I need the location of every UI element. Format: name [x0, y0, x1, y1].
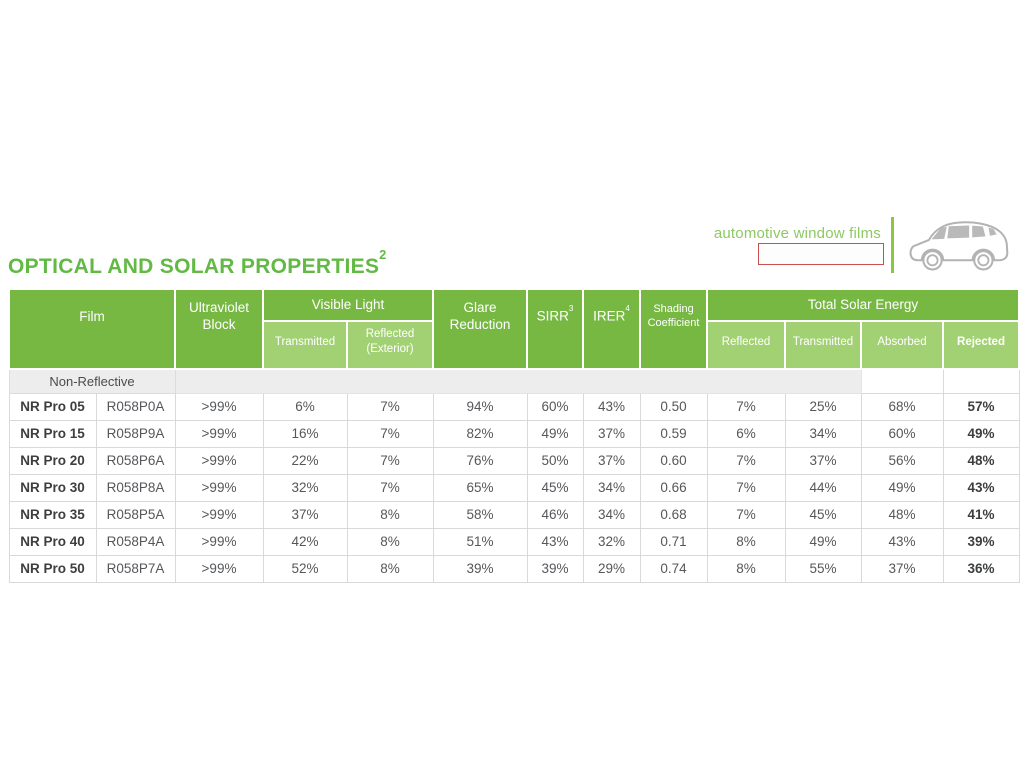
- cell-glare-reduction: 76%: [433, 447, 527, 474]
- cell-tse-reflected: 7%: [707, 474, 785, 501]
- cell-vl-transmitted: 52%: [263, 555, 347, 582]
- table-row: [9, 528, 1019, 555]
- cell-tse-absorbed: 43%: [861, 528, 943, 555]
- cell-tse-absorbed: 48%: [861, 501, 943, 528]
- header-sirr: [527, 289, 583, 369]
- header-total-solar-energy: Total Solar Energy: [707, 289, 1019, 321]
- table-row: [9, 420, 1019, 447]
- header-tse-rejected: Rejected: [943, 321, 1019, 369]
- cell-shading-coefficient: 0.68: [640, 501, 707, 528]
- cell-shading-coefficient: 0.50: [640, 393, 707, 420]
- cell-film-name: NR Pro 05: [9, 393, 96, 420]
- cell-film-code: R058P6A: [96, 447, 175, 474]
- table-row: [9, 501, 1019, 528]
- section-empty-cell: [861, 369, 943, 393]
- car-side-icon: [908, 215, 1014, 278]
- section-empty-cell: [943, 369, 1019, 393]
- sirr-superscript: 3: [568, 304, 574, 314]
- cell-vl-transmitted: 22%: [263, 447, 347, 474]
- cell-tse-rejected: 43%: [943, 474, 1019, 501]
- cell-vl-transmitted: 37%: [263, 501, 347, 528]
- header-tse-transmitted: Transmitted: [785, 321, 861, 369]
- cell-glare-reduction: 39%: [433, 555, 527, 582]
- cell-tse-rejected: 41%: [943, 501, 1019, 528]
- cell-shading-coefficient: 0.60: [640, 447, 707, 474]
- cell-sirr: 60%: [527, 393, 583, 420]
- cell-film-code: R058P8A: [96, 474, 175, 501]
- cell-sirr: 45%: [527, 474, 583, 501]
- cell-tse-reflected: 7%: [707, 501, 785, 528]
- cell-film-code: R058P4A: [96, 528, 175, 555]
- cell-film-name: NR Pro 20: [9, 447, 96, 474]
- cell-irer: 37%: [583, 447, 640, 474]
- cell-glare-reduction: 82%: [433, 420, 527, 447]
- cell-tse-rejected: 57%: [943, 393, 1019, 420]
- cell-tse-rejected: 48%: [943, 447, 1019, 474]
- cell-shading-coefficient: 0.59: [640, 420, 707, 447]
- cell-glare-reduction: 94%: [433, 393, 527, 420]
- cell-tse-transmitted: 25%: [785, 393, 861, 420]
- cell-sirr: 46%: [527, 501, 583, 528]
- sirr-label: SIRR: [536, 308, 569, 324]
- cell-vl-reflected: 7%: [347, 393, 433, 420]
- irer-label: IRER: [593, 308, 626, 324]
- cell-irer: 29%: [583, 555, 640, 582]
- irer-superscript: 4: [625, 304, 630, 314]
- header-vl-transmitted: Transmitted: [263, 321, 347, 369]
- cell-uv-block: >99%: [175, 420, 263, 447]
- cell-vl-reflected: 7%: [347, 420, 433, 447]
- table-row: [9, 393, 1019, 420]
- cell-glare-reduction: 58%: [433, 501, 527, 528]
- redacted-logo-box: [758, 243, 884, 265]
- cell-tse-rejected: 39%: [943, 528, 1019, 555]
- cell-vl-reflected: 8%: [347, 528, 433, 555]
- cell-tse-transmitted: 45%: [785, 501, 861, 528]
- cell-film-name: NR Pro 30: [9, 474, 96, 501]
- header-ultraviolet-block: Ultraviolet Block: [175, 289, 263, 369]
- section-band: [175, 369, 861, 393]
- cell-uv-block: >99%: [175, 501, 263, 528]
- cell-irer: 37%: [583, 420, 640, 447]
- cell-tse-transmitted: 37%: [785, 447, 861, 474]
- cell-tse-absorbed: 60%: [861, 420, 943, 447]
- cell-film-name: NR Pro 15: [9, 420, 96, 447]
- header-film: Film: [9, 289, 175, 369]
- cell-irer: 34%: [583, 501, 640, 528]
- cell-vl-reflected: 8%: [347, 501, 433, 528]
- cell-tse-transmitted: 44%: [785, 474, 861, 501]
- cell-irer: 34%: [583, 474, 640, 501]
- table-row: [9, 447, 1019, 474]
- cell-tse-absorbed: 68%: [861, 393, 943, 420]
- cell-vl-transmitted: 6%: [263, 393, 347, 420]
- cell-vl-reflected: 8%: [347, 555, 433, 582]
- cell-film-code: R058P0A: [96, 393, 175, 420]
- cell-tse-absorbed: 49%: [861, 474, 943, 501]
- cell-tse-absorbed: 56%: [861, 447, 943, 474]
- cell-film-code: R058P5A: [96, 501, 175, 528]
- cell-tse-rejected: 36%: [943, 555, 1019, 582]
- cell-tse-reflected: 8%: [707, 555, 785, 582]
- cell-tse-transmitted: 34%: [785, 420, 861, 447]
- cell-tse-transmitted: 49%: [785, 528, 861, 555]
- header-glare-reduction: Glare Reduction: [433, 289, 527, 369]
- brand-divider-line: [891, 217, 894, 273]
- cell-vl-transmitted: 32%: [263, 474, 347, 501]
- header-shading-coefficient: Shading Coefficient: [640, 289, 707, 369]
- cell-sirr: 39%: [527, 555, 583, 582]
- cell-uv-block: >99%: [175, 393, 263, 420]
- table-row: [9, 555, 1019, 582]
- page-title: [8, 248, 387, 279]
- section-row-non-reflective: [9, 369, 1019, 393]
- cell-uv-block: >99%: [175, 555, 263, 582]
- cell-tse-absorbed: 37%: [861, 555, 943, 582]
- cell-shading-coefficient: 0.66: [640, 474, 707, 501]
- header-vl-reflected-exterior: Reflected (Exterior): [347, 321, 433, 369]
- cell-vl-transmitted: 42%: [263, 528, 347, 555]
- cell-tse-reflected: 8%: [707, 528, 785, 555]
- cell-irer: 32%: [583, 528, 640, 555]
- cell-shading-coefficient: 0.71: [640, 528, 707, 555]
- header-tse-reflected: Reflected: [707, 321, 785, 369]
- section-label: Non-Reflective: [9, 369, 175, 393]
- header-tse-absorbed: Absorbed: [861, 321, 943, 369]
- header-row-main: [9, 289, 1019, 321]
- cell-film-name: NR Pro 50: [9, 555, 96, 582]
- optical-solar-properties-table: [8, 288, 1020, 583]
- brand-tagline: automotive window films: [713, 225, 881, 242]
- cell-sirr: 50%: [527, 447, 583, 474]
- cell-tse-rejected: 49%: [943, 420, 1019, 447]
- cell-vl-transmitted: 16%: [263, 420, 347, 447]
- header-visible-light: Visible Light: [263, 289, 433, 321]
- cell-uv-block: >99%: [175, 447, 263, 474]
- cell-tse-reflected: 7%: [707, 447, 785, 474]
- cell-sirr: 43%: [527, 528, 583, 555]
- cell-film-code: R058P7A: [96, 555, 175, 582]
- cell-uv-block: >99%: [175, 474, 263, 501]
- cell-film-code: R058P9A: [96, 420, 175, 447]
- cell-film-name: NR Pro 35: [9, 501, 96, 528]
- cell-shading-coefficient: 0.74: [640, 555, 707, 582]
- cell-irer: 43%: [583, 393, 640, 420]
- page-title-superscript: 2: [379, 248, 387, 263]
- cell-tse-transmitted: 55%: [785, 555, 861, 582]
- page-title-text: OPTICAL AND SOLAR PROPERTIES: [8, 255, 380, 278]
- header-irer: [583, 289, 640, 369]
- cell-glare-reduction: 65%: [433, 474, 527, 501]
- cell-vl-reflected: 7%: [347, 447, 433, 474]
- cell-tse-reflected: 6%: [707, 420, 785, 447]
- cell-glare-reduction: 51%: [433, 528, 527, 555]
- cell-film-name: NR Pro 40: [9, 528, 96, 555]
- cell-sirr: 49%: [527, 420, 583, 447]
- cell-vl-reflected: 7%: [347, 474, 433, 501]
- table-row: [9, 474, 1019, 501]
- cell-uv-block: >99%: [175, 528, 263, 555]
- cell-tse-reflected: 7%: [707, 393, 785, 420]
